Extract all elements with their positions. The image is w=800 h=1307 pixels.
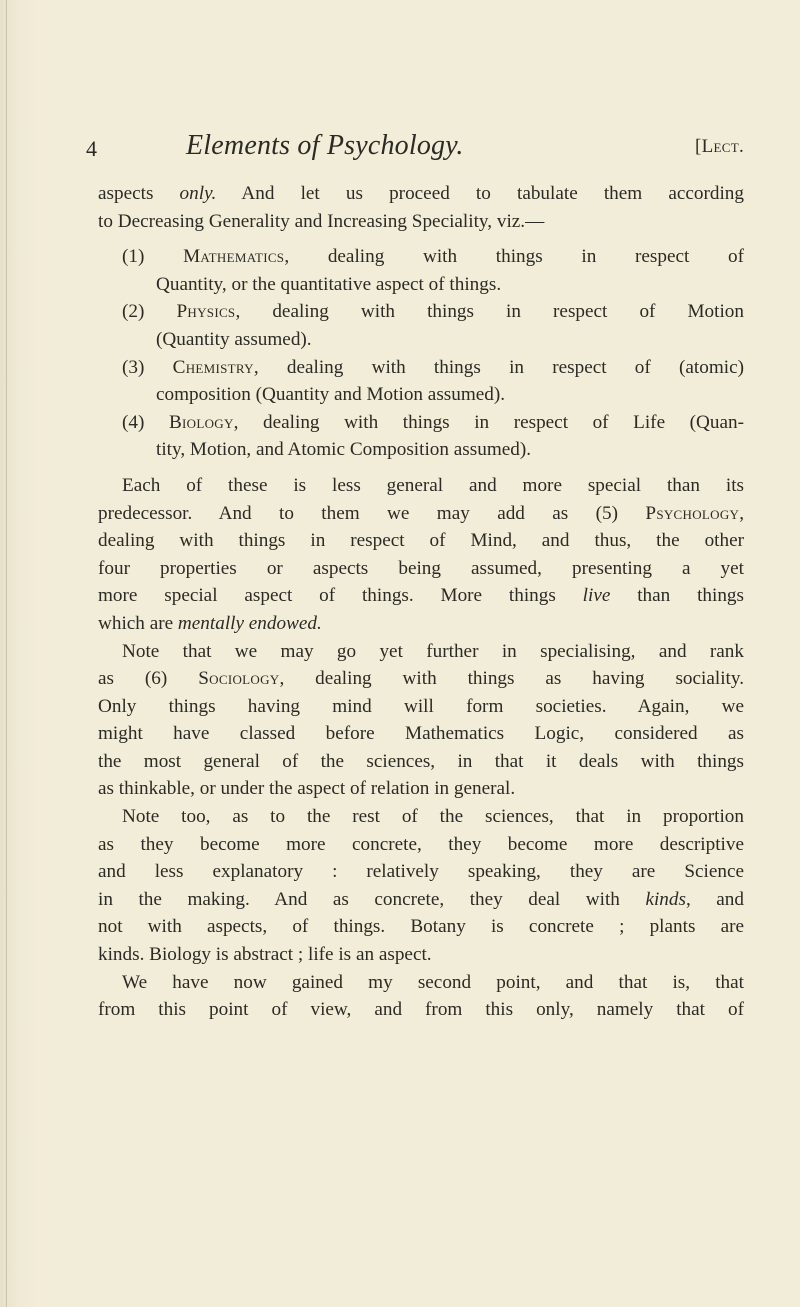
text-span: more special aspect of things. More things: [98, 585, 583, 607]
text-span: , dealing with things in respect of (atomic): [253, 356, 744, 378]
text-line: dealing with things in respect of Mind, and thus, the other: [98, 530, 744, 552]
science-name: Mathematics: [183, 246, 285, 268]
text-line: and less explanatory : relatively speaking, they are Science: [98, 861, 744, 883]
text-line: as they become more concrete, they become more descriptive: [98, 833, 744, 855]
running-title: Elements of Psychology.: [186, 130, 464, 161]
text-line: (Quantity assumed).: [156, 328, 312, 350]
text-line: Each of these is less general and more special than its: [122, 474, 744, 496]
text-span: ,: [739, 502, 744, 524]
text-line: Only things having mind will form societies. Again, we: [98, 695, 744, 717]
text-span: , dealing with things in respect of: [284, 246, 744, 268]
item-number: (1): [122, 246, 184, 268]
text-span: aspects: [98, 183, 180, 204]
text-line: as thinkable, or under the aspect of relation in general.: [98, 778, 516, 800]
item-number: (3): [122, 356, 173, 378]
text-span: predecessor. And to them we may add as (5): [98, 502, 646, 524]
text-line: [98, 582, 744, 610]
list-item-3: [98, 354, 744, 382]
text-line: kinds. Biology is abstract ; life is an aspect.: [98, 944, 432, 966]
list-item-2: [98, 298, 744, 326]
text-span: , dealing with things as having sociality.: [279, 668, 744, 690]
text-line: might have classed before Mathematics Logic, considered as: [98, 723, 744, 745]
science-name: Chemistry: [172, 356, 254, 378]
list-item-1: [98, 243, 744, 271]
italic-text: live: [582, 585, 611, 607]
text-line: Note too, as to the rest of the sciences, that in proportion: [122, 806, 744, 828]
text-line: We have now gained my second point, and that is, that: [122, 971, 744, 993]
text-line: [98, 180, 744, 208]
page-edge-shadow: [6, 0, 7, 1307]
text-line: not with aspects, of things. Botany is concrete ; plants are: [98, 916, 744, 938]
list-item-4: [98, 409, 744, 437]
text-line: [98, 500, 744, 528]
italic-text: only.: [179, 183, 217, 204]
page-number: 4: [86, 136, 97, 161]
item-number: (2): [122, 301, 177, 323]
text-span: which are: [98, 612, 178, 634]
text-span: than things: [610, 585, 744, 607]
text-line: the most general of the sciences, in that it deals with things: [98, 750, 744, 772]
text-span: in the making. And as concrete, they deal with: [98, 888, 646, 910]
text-line: Quantity, or the quantitative aspect of things.: [156, 273, 502, 295]
science-name: Psychology: [645, 502, 740, 524]
text-span: And let us proceed to tabulate them according: [216, 183, 744, 204]
body-text: [98, 180, 744, 1024]
text-span: , dealing with things in respect of Motion: [235, 301, 744, 323]
text-line: [98, 886, 744, 914]
item-number: (4): [122, 411, 169, 433]
text-line: four properties or aspects being assumed, presenting a yet: [98, 557, 744, 579]
running-header: [86, 132, 744, 166]
science-name: Sociology: [198, 668, 280, 690]
text-line: tity, Motion, and Atomic Composition assumed).: [156, 439, 532, 461]
science-name: Physics: [176, 301, 236, 323]
section-mark: [Lect.: [694, 136, 744, 157]
science-name: Biology: [168, 411, 234, 433]
italic-text: mentally endowed.: [177, 612, 322, 634]
text-line: composition (Quantity and Motion assumed).: [156, 384, 506, 406]
text-span: , and: [685, 888, 744, 910]
text-line: from this point of view, and from this only, namely that of: [98, 999, 744, 1021]
text-span: , dealing with things in respect of Life (Quan-: [233, 411, 744, 433]
text-line: [98, 610, 744, 638]
italic-text: kinds: [645, 888, 686, 910]
text-span: as (6): [98, 668, 199, 690]
text-line: to Decreasing Generality and Increasing Speciality, viz.—: [98, 210, 545, 232]
text-line: Note that we may go yet further in specialising, and rank: [122, 640, 744, 662]
text-line: [98, 665, 744, 693]
